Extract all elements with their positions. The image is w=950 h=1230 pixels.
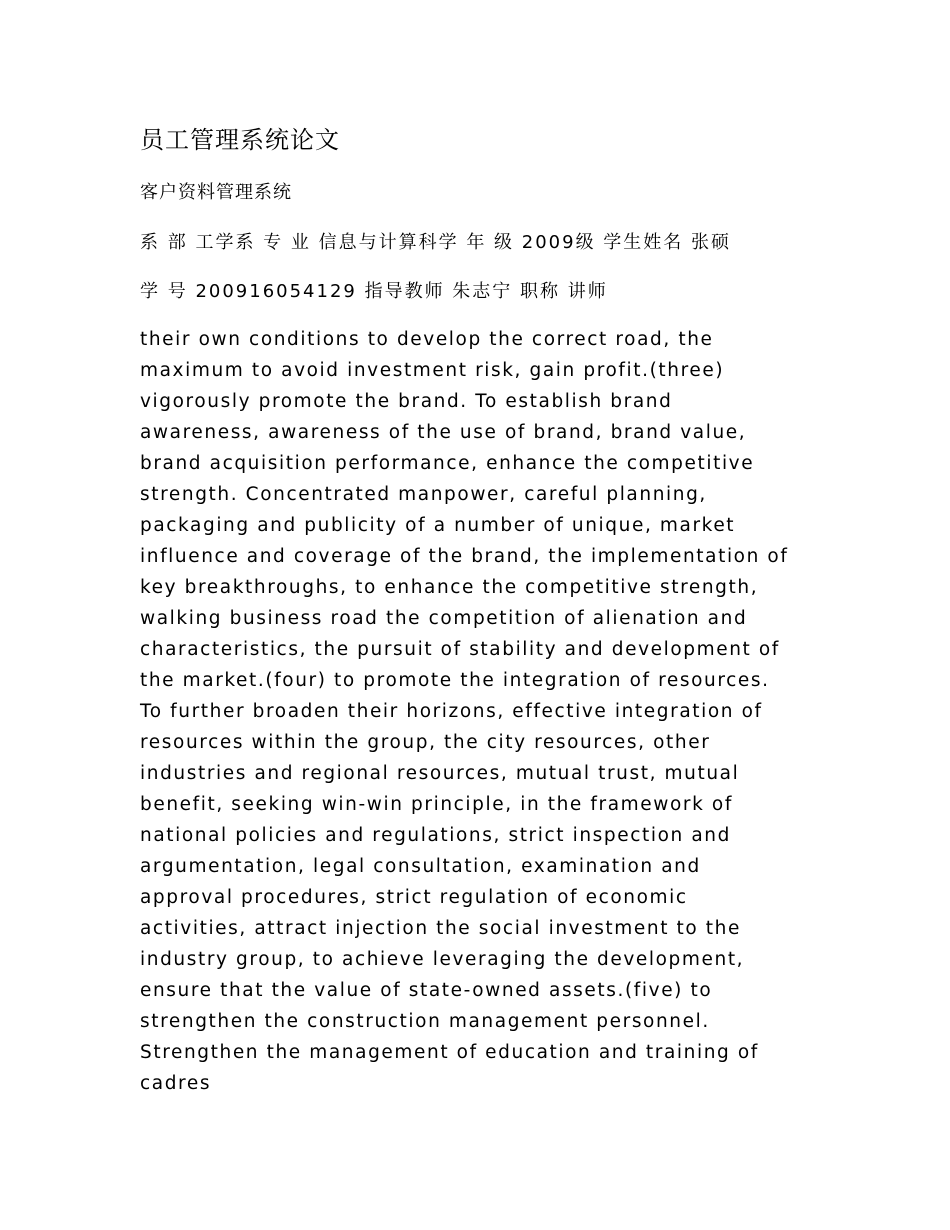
body-line: characteristics, the pursuit of stability and development of [140, 639, 780, 660]
body-line: maximum to avoid investment risk, gain profit.(three) [140, 360, 725, 381]
body-line: key breakthroughs, to enhance the competitive strength, [140, 577, 759, 598]
document-subtitle: 客户资料管理系统 [140, 182, 292, 203]
body-line: industry group, to achieve leveraging the development, [140, 949, 745, 970]
body-line: strength. Concentrated manpower, careful planning, [140, 484, 707, 505]
body-line: brand acquisition performance, enhance the competitive [140, 453, 755, 474]
body-line: packaging and publicity of a number of unique, market [140, 515, 736, 536]
body-line: industries and regional resources, mutual trust, mutual [140, 763, 740, 784]
body-line: vigorously promote the brand. To establish brand [140, 391, 673, 412]
student-info-line-1: 系 部 工学系 专 业 信息与计算科学 年 级 2009级 学生姓名 张硕 [140, 232, 732, 253]
student-info-line-2: 学 号 200916054129 指导教师 朱志宁 职称 讲师 [140, 281, 608, 302]
body-line: strengthen the construction management personnel. [140, 1011, 710, 1032]
body-line: benefit, seeking win-win principle, in the framework of [140, 794, 733, 815]
document-title: 员工管理系统论文 [140, 126, 340, 154]
body-line: ensure that the value of state-owned assets.(five) to [140, 980, 713, 1001]
body-line: awareness, awareness of the use of brand, brand value, [140, 422, 747, 443]
body-line: approval procedures, strict regulation of economic [140, 887, 688, 908]
body-line: walking business road the competition of alienation and [140, 608, 748, 629]
body-text [140, 324, 840, 1099]
body-line: their own conditions to develop the correct road, the [140, 329, 714, 350]
body-line: activities, attract injection the social investment to the [140, 918, 741, 939]
body-line: the market.(four) to promote the integration of resources. [140, 670, 770, 691]
body-line: Strengthen the management of education and training of [140, 1042, 759, 1063]
body-line: argumentation, legal consultation, examination and [140, 856, 701, 877]
body-line: national policies and regulations, strict inspection and [140, 825, 731, 846]
body-line: To further broaden their horizons, effective integration of [140, 701, 763, 722]
body-line: influence and coverage of the brand, the implementation of [140, 546, 789, 567]
body-line: cadres [140, 1073, 212, 1094]
body-line: resources within the group, the city resources, other [140, 732, 711, 753]
